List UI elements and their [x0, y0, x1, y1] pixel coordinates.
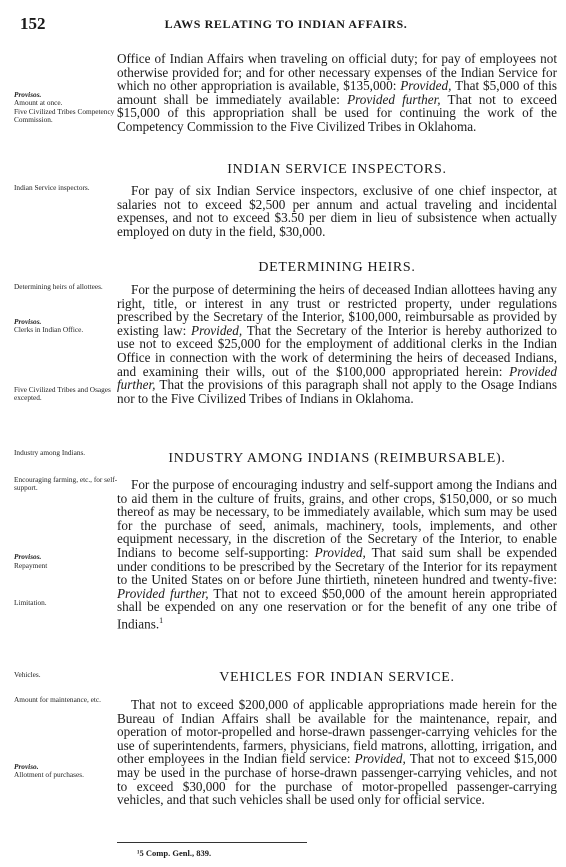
heirs-paragraph: For the purpose of determining the heirs of deceased Indian allottees having any right, title, or interest in any trust or restricted property, under regulations prescribed by the Secretary of the Interior, $100,000, reimbursable as provided by existing law: Provided, That the Secretary of the Interior is hereby authorized to use not to exceed $25,000 for the employment of additional clerks in the Indian Office in connection with the work of determining the heirs of deceased Indians, and examining their wills, out of the $100,000 appropriated herein: Provided further, That the provisions of this paragraph shall not apply to the Osage Indians nor to the Five Civilized Tribes of Indians in Oklahoma. — [117, 282, 557, 406]
margin-note-vehicles: Vehicles. — [14, 670, 41, 679]
margin-note-provisos-2: Provisos. — [14, 317, 42, 326]
vehicles-paragraph: That not to exceed $200,000 of applicable appropriations made herein for the Bureau of Indian Affairs shall be available for the maintenance, repair, and operation of motor-propelled and horse-drawn passenger-carrying vehicles for the use of superintendents, farmers, physicians, field matrons, allotting, irrigation, and other employees in the Indian field service: Provided, That not to exceed $15,000 may be used in the purchase of horse-drawn passenger-carrying vehicles, and not to exceed $30,000 for the purchase of motor-propelled passenger-carrying vehicles, and that such vehicles shall be used only for official service. — [117, 697, 557, 808]
margin-note-proviso-4: Proviso. — [14, 762, 39, 771]
margin-note-five-tribes-commission: Five Civilized Tribes Competency Commission. — [14, 107, 115, 125]
intro-paragraph: Office of Indian Affairs when traveling on official duty; for pay of employees not otherwise provided for; and for other necessary expenses of the Indian Service for which no other appropriation is available, $135,000: Provided, That $5,000 of this amount shall be immediately available: Provided further, That not to exceed $15,000 of this appropriation shall be used for continuing the work of the Competency Commission to the Five Civilized Tribes in Oklahoma. — [117, 51, 558, 134]
margin-note-five-tribes-osages: Five Civilized Tribes and Osages excepted. — [14, 385, 111, 403]
margin-note-encouraging: Encouraging farming, etc., for self-support. — [14, 475, 118, 493]
running-head: LAWS RELATING TO INDIAN AFFAIRS. — [164, 17, 408, 31]
footnote-marker: 1 — [159, 615, 164, 625]
margin-note-allotment-purchases: Allotment of purchases. — [14, 770, 84, 779]
footnote-rule — [117, 842, 307, 843]
margin-note-provisos-3: Provisos. — [14, 552, 42, 561]
margin-note-limitation: Limitation. — [14, 598, 47, 607]
margin-note-amount-at-once: Amount at once. — [14, 98, 63, 107]
heading-determining-heirs: DETERMINING HEIRS. — [258, 260, 416, 275]
margin-note-provisos-1: Provisos. — [14, 90, 42, 99]
industry-paragraph: For the purpose of encouraging industry and self-support among the Indians and to aid them in the culture of fruits, grains, and other crops, $150,000, or so much thereof as may be necessary, to be immediately available, which sum may be used for the purchase of seed, animals, machinery, tools, implements, and other equipment necessary, in the discretion of the Secretary of the Interior, to enable Indians to become self-supporting: Provided, That said sum shall be expended under conditions to be prescribed by the Secretary of the Interior for its repayment to the United States on or before June thirtieth, nineteen hundred and twenty-five: Provided further, That not to exceed $50,000 of the amount herein appropriated shall be expended on any one reservation or for the benefit of any one tribe of Indians.$^1$ — [117, 477, 557, 632]
footnote: ¹5 Comp. Genl., 839. — [137, 848, 212, 858]
heading-industry: INDUSTRY AMONG INDIANS (REIMBURSABLE). — [168, 451, 506, 466]
margin-note-determining-heirs: Determining heirs of allottees. — [14, 282, 103, 291]
margin-note-amount-maintenance: Amount for maintenance, etc. — [14, 695, 101, 704]
page-number: 152 — [20, 14, 46, 33]
heading-inspectors: INDIAN SERVICE INSPECTORS. — [227, 162, 447, 177]
margin-note-inspectors: Indian Service inspectors. — [14, 183, 90, 192]
margin-note-clerks: Clerks in Indian Office. — [14, 325, 84, 334]
inspectors-paragraph: For pay of six Indian Service inspectors, exclusive of one chief inspector, at salaries not to exceed $2,500 per annum and actual traveling and incidental expenses, and not to exceed $3.50 per diem in lieu of subsistence when actually employed on duty in the field, $30,000. — [117, 183, 557, 239]
margin-note-industry: Industry among Indians. — [14, 448, 86, 457]
heading-vehicles: VEHICLES FOR INDIAN SERVICE. — [219, 670, 455, 685]
page-header — [20, 14, 552, 34]
margin-note-repayment: Repayment — [14, 561, 48, 570]
